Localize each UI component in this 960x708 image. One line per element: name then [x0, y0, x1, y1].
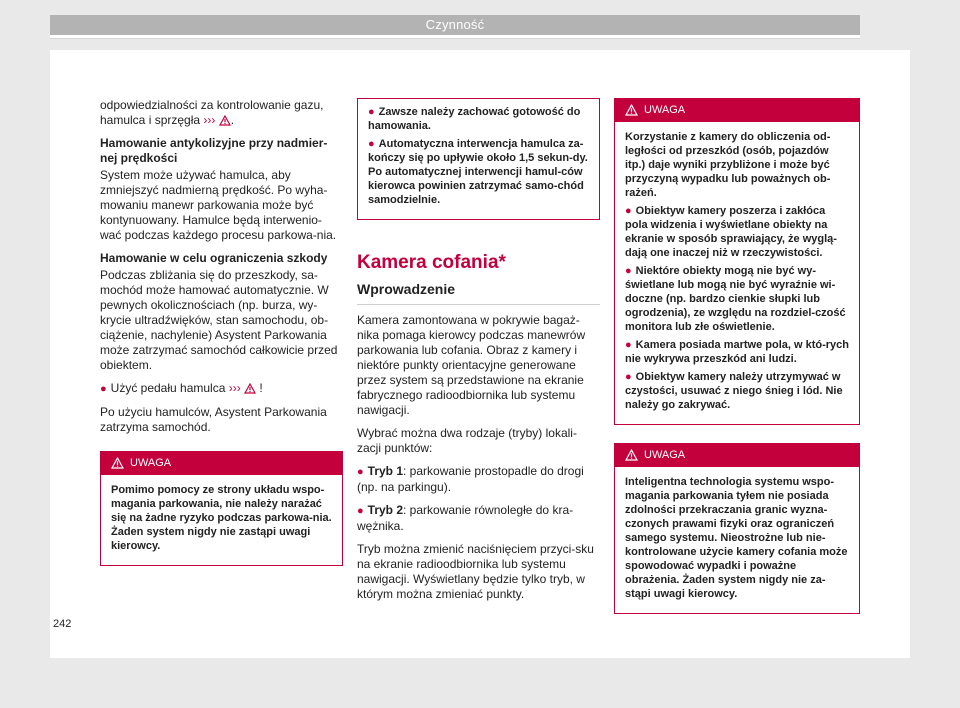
warning-continued-box: [357, 98, 600, 220]
warning-box-header: [101, 452, 342, 475]
column-3: [614, 98, 860, 626]
bullet-item: [357, 503, 600, 534]
subsection-title: Wprowadzenie: [357, 280, 600, 305]
warning-box: [100, 451, 343, 566]
paragraph-end: .: [230, 113, 235, 127]
column-1: [100, 98, 343, 578]
paragraph: [100, 98, 343, 128]
mode-text: : parkowanie prostopadle do drogi (np. na parkingu).: [357, 464, 584, 494]
bullet-dot-icon: ●: [625, 205, 632, 217]
warning-label: UWAGA: [644, 104, 686, 116]
warning-text: Inteligentna technologia systemu wspo-magania parkowania tyłem nie posiada zdolności przekraczania granic wyzna-czonych prawami fizyki oraz ograniczeń samego systemu. Nieostrożne lub nie-kontrolowane użycie kamery cofania może spowodować wypadki i poważne obrażenia. Żaden system nigdy nie za-stąpi uwagi kierowcy.: [625, 476, 848, 600]
warning-box-header: [615, 99, 859, 122]
bullet-text: Użyć pedału hamulca: [110, 381, 226, 395]
paragraph: Podczas zbliżania się do przeszkody, sa-mochód może hamować automatycznie. W pewnych okolicznościach (np. burza, wy-krycie ultradźwięków, stan samochodu, ob-ciążenie, nachylenie) Asystent Parkowania może zatrzymać samochód całkowicie przed obiektem.: [100, 268, 338, 372]
bullet-item: [625, 370, 849, 412]
bullet-text: Obiektyw kamery poszerza i zakłóca pola widzenia i wyświetlane obiekty na ekranie w sposób sprawiający, że wyglą-dają one inaczej niż w rzeczywistości.: [625, 205, 837, 259]
bullet-item: [368, 105, 589, 133]
warning-triangle-icon: [111, 457, 124, 469]
bullet-item: [100, 381, 343, 397]
bullet-text: Obiektyw kamery należy utrzymywać w czystości, usuwać z niego śnieg i lód. Nie należy go zakrywać.: [625, 371, 843, 411]
cross-reference[interactable]: ›››: [203, 113, 216, 127]
paragraph: Tryb można zmienić naciśnięciem przyci-sku na ekranie radioodbiornika lub systemu nawigacji. Wyświetlany będzie tylko tryb, w którym można zmieniać punkty.: [357, 542, 594, 601]
bullet-dot-icon: ●: [357, 466, 364, 478]
warning-box: [614, 443, 860, 614]
section-title: Kamera cofania*: [357, 252, 506, 273]
mode-text: : parkowanie równoległe do kra-wężnika.: [357, 503, 574, 533]
column-2: [357, 98, 600, 610]
warning-label: UWAGA: [644, 449, 686, 461]
bullet-dot-icon: ●: [368, 106, 375, 118]
warning-box: [614, 98, 860, 425]
paragraph: Wybrać można dwa rodzaje (tryby) lokali-zacji punktów:: [357, 426, 577, 455]
bullet-text: Zawsze należy zachować gotowość do hamowania.: [368, 106, 581, 132]
warning-triangle-icon: [625, 449, 638, 461]
bullet-item: [625, 264, 849, 334]
paragraph-text: odpowiedzialności za kontrolowanie gazu, hamulca i sprzęgła: [100, 98, 324, 127]
warning-box-body: [101, 475, 342, 565]
bullet-dot-icon: ●: [625, 339, 632, 351]
bullet-item: [357, 464, 600, 495]
warning-triangle-icon: [244, 383, 256, 394]
header-divider: [50, 35, 860, 39]
mode-label: Tryb 2: [367, 503, 404, 517]
bullet-text: Niektóre obiekty mogą nie być wy-świetlane lub mogą nie być wyraźnie wi-doczne (np. bardzo cienkie słupki lub ogrodzenia), ze względu na rozdziel-czość monitora lub złe oświetlenie.: [625, 265, 846, 333]
warning-continued-body: [358, 99, 599, 219]
bullet-text: Automatyczna interwencja hamulca za-kończy się po upływie około 1,5 sekun-dy. Po automatycznej interwencji hamul-ców kierowca powinien zatrzymać samo-chód samodzielnie.: [368, 138, 588, 206]
bullet-text: Kamera posiada martwe pola, w któ-rych nie wykrywa przeszkód ani ludzi.: [625, 339, 850, 365]
bullet-dot-icon: ●: [625, 265, 632, 277]
cross-reference[interactable]: ›››: [228, 381, 241, 395]
warning-triangle-icon: [625, 104, 638, 116]
paragraph: Po użyciu hamulców, Asystent Parkowania zatrzyma samochód.: [100, 405, 327, 434]
warning-box-body: [615, 467, 859, 613]
warning-label: UWAGA: [130, 457, 172, 469]
heading-damage-limit: Hamowanie w celu ograniczenia szkody: [100, 251, 328, 265]
bullet-item: [625, 204, 849, 260]
bullet-dot-icon: ●: [100, 383, 107, 395]
paragraph: System może używać hamulca, aby zmniejszyć nadmierną prędkość. Po wyha-mowaniu manewr parkowania może być kontynuowany. Hamulce będą interwenio-wać podczas każdego procesu parkowa-nia.: [100, 168, 337, 242]
header-title: Czynność: [425, 17, 485, 32]
bullet-end: !: [259, 381, 263, 395]
paragraph: Kamera zamontowana w pokrywie bagaż-nika pomaga kierowcy podczas manewrów parkowania lub cofania. Obraz z kamery i niektóre punkty orientacyjne generowane przez system są przedstawione na ekranie fabrycznego radioodbiornika lub systemu nawigacji.: [357, 313, 586, 417]
bullet-item: [625, 338, 849, 366]
warning-triangle-icon: [219, 115, 231, 126]
warning-text: Pomimo pomocy ze strony układu wspo-magania parkowania, nie należy narażać się na żadne ryzyko podczas parkowa-nia. Żaden system nigdy nie zastąpi uwagi kierowcy.: [111, 484, 332, 552]
bullet-dot-icon: ●: [357, 505, 364, 517]
page-header: [50, 15, 860, 35]
warning-box-body: [615, 122, 859, 424]
mode-label: Tryb 1: [367, 464, 404, 478]
bullet-dot-icon: ●: [625, 371, 632, 383]
warning-text: Korzystanie z kamery do obliczenia od-ległości od przeszkód (osób, pojazdów itp.) daje wyniki przybliżone i może być przyczyną wypadku lub poważnych ob-rażeń.: [625, 131, 831, 199]
warning-box-header: [615, 444, 859, 467]
heading-overspeed: Hamowanie antykolizyjne przy nadmier-nej prędkości: [100, 136, 328, 165]
page-number: 242: [53, 618, 72, 630]
bullet-dot-icon: ●: [368, 138, 375, 150]
bullet-item: [368, 137, 589, 207]
